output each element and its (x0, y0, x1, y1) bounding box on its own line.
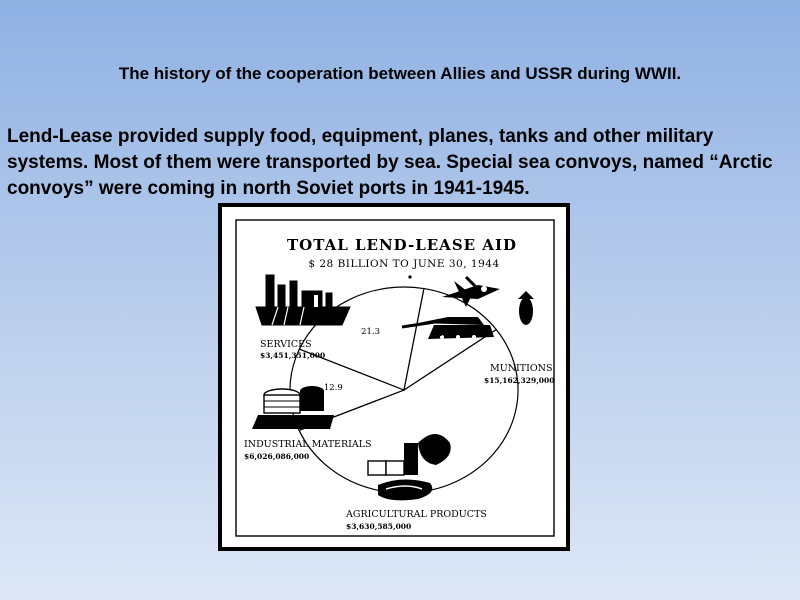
machinery-icon (252, 386, 334, 429)
value-label-munitions: 53.6 (429, 438, 449, 449)
value-label-agricultural-products: 12.9 (323, 382, 343, 393)
industrial-materials-amount: $6,026,086,000 (244, 452, 310, 461)
body-line: convoys” were coming in north Soviet ports in 1941-1945. (7, 178, 530, 199)
bomb-icon (518, 291, 534, 325)
services-amount: $3,451,351,000 (260, 351, 326, 360)
value-label-services: 12.2 (432, 328, 451, 339)
slide-title: The history of the cooperation between Allies and USSR during WWII. (118, 64, 682, 83)
value-label-industrial-materials: 21.3 (361, 326, 381, 337)
subtitle-dot (408, 275, 411, 278)
services-label: SERVICES (260, 339, 312, 350)
industrial-materials-label: INDUSTRIAL MATERIALS (244, 439, 372, 450)
figure-panel (222, 207, 566, 547)
body-line: Lend-Lease provided supply food, equipment, planes, tanks and other military (7, 126, 714, 147)
munitions-label: MUNITIONS (490, 363, 553, 374)
pie-chart (222, 207, 566, 547)
body-line: systems. Most of them were transported by sea. Special sea convoys, named “Arctic (7, 152, 773, 173)
chart-subtitle: $ 28 BILLION TO JUNE 30, 1944 (308, 258, 500, 270)
warship-icon (256, 275, 350, 325)
agricultural-products-amount: $3,630,585,000 (346, 522, 412, 531)
lend-lease-figure (218, 203, 570, 551)
munitions-amount: $15,162,329,000 (484, 376, 555, 385)
slide-body-text (7, 124, 797, 202)
agricultural-products-label: AGRICULTURAL PRODUCTS (346, 509, 487, 520)
chart-title: TOTAL LEND-LEASE AID (287, 236, 517, 254)
